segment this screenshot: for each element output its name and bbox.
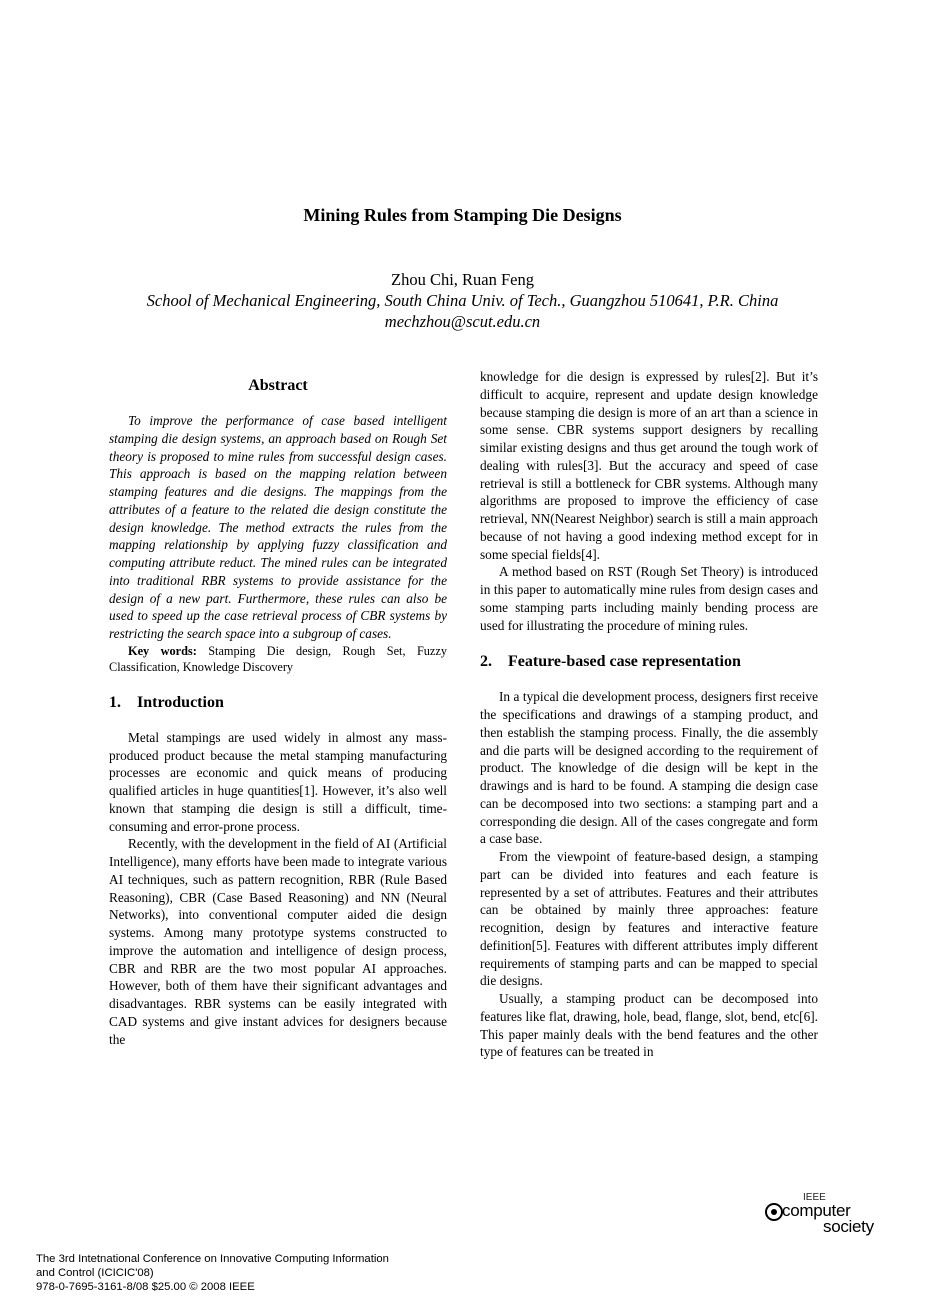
logo-mark-icon [765,1203,783,1221]
intro-paragraph-1: Metal stampings are used widely in almost any mass-produced product because the metal stamping manufacturing processes are economic and quick means of producing qualified articles in huge quantities[1]. However, it’s also well known that stamping die design is still a difficult, time-consuming and error-prone process. [109,729,447,834]
ieee-computer-society-logo [765,1192,883,1238]
section-2-paragraph-1: In a typical die development process, designers first receive the specifications and drawings of a stamping product, and then establish the stamping process. Finally, the die assembly and die parts will be designed according to the requirement of product. The knowledge of die design will be kept in the drawings and is hard to be found. A stamping die design case can be decomposed into two sections: a stamping part and a corresponding die design. All of the cases congregate and form a case base. [480,689,818,847]
section-2-heading [480,652,818,672]
section-2-paragraph-3: Usually, a stamping product can be decomposed into features like flat, drawing, hole, bead, flange, slot, bend, etc[6]. This paper mainly deals with the bend features and the other type of features can be treated in [480,991,818,1060]
section-1-number: 1. [109,693,121,711]
section-2-paragraph-2: From the viewpoint of feature-based design, a stamping part can be divided into features and each feature is represented by a set of attributes. Features and their attributes can be obtained by mainly three approaches: feature recognition, design by features and interactive feature definition[5]. Features with different attributes imply different requirements of stamping parts and can be mapped to special die designs. [480,849,818,989]
footer-line-2: and Control (ICICIC'08) [36,1267,154,1279]
paper-title: Mining Rules from Stamping Die Designs [303,205,622,225]
section-1-heading [109,693,447,713]
abstract-heading: Abstract [248,377,308,394]
authors: Zhou Chi, Ruan Feng [391,270,534,289]
abstract-body [109,412,447,643]
intro-paragraph-3: A method based on RST (Rough Set Theory) is introduced in this paper to automatically mine rules from design cases and some stamping parts including mainly bending process are used for illustrating the procedure of mining rules. [480,564,818,633]
footer [36,1252,456,1294]
section-1-title: Introduction [137,693,224,711]
footer-line-1: The 3rd Intetnational Conference on Innovative Computing Information [36,1253,389,1265]
logo-ieee-text: IEEE [803,1192,826,1203]
keywords-label: Key words: [128,643,197,658]
keywords [109,643,447,675]
logo-line-1: computer [782,1201,851,1220]
left-column [109,368,447,1048]
section-2-title: Feature-based case representation [508,653,741,671]
section-2-number: 2. [480,653,492,671]
intro-paragraph-2-continued: knowledge for die design is expressed by rules[2]. But it’s difficult to acquire, represent and update design knowledge because stamping die design is more of an art than a science in some sense. CBR systems support designers by recalling similar existing designs and thus get around the tough work of dealing with rules[3]. But the accuracy and speed of case retrieval is still a bottleneck for CBR systems. Although many algorithms are proposed to improve the efficiency of case retrieval, NN(Nearest Neighbor) search is still a main approach because of not having a good indexing method except for in some special fields[4]. [480,369,818,562]
author-email: mechzhou@scut.edu.cn [384,312,541,331]
intro-paragraph-2: Recently, with the development in the field of AI (Artificial Intelligence), many efforts have been made to integrate various AI techniques, such as pattern recognition, RBR (Rule Based Reasoning), CBR (Case Based Reasoning) and NN (Neural Networks), into conventional computer aided die design systems. Among many prototype systems constructed to improve the automation and intelligence of design process, CBR and RBR are the two most popular AI approaches. However, both of them have their significant advantages and disadvantages. RBR systems can be easily integrated with CAD systems and give instant advices for designers because the [109,836,447,1047]
footer-line-3: 978-0-7695-3161-8/08 $25.00 © 2008 IEEE [36,1281,255,1293]
logo-line-2: society [823,1217,874,1236]
keywords-text: Stamping Die design, Rough Set, Fuzzy Classification, Knowledge Discovery [109,643,448,674]
right-column [480,368,818,1061]
abstract-text: To improve the performance of case based intelligent stamping die design systems, an approach based on Rough Set theory is proposed to mine rules from successful design cases. This approach is based on the mapping relation between stamping features and die designs. The mappings from the attributes of a feature to the related die design constitute the design knowledge. The method extracts the rules from the mapping relationship by applying fuzzy classification and computing attribute reduct. The mined rules can be integrated into traditional RBR systems to provide assistance for the design of a new part. Furthermore, these rules can also be used to speed up the case retrieval process of CBR systems by restricting the search space into a subgroup of cases. [109,413,447,641]
affiliation: School of Mechanical Engineering, South China Univ. of Tech., Guangzhou 510641, P.R. China [146,291,779,310]
